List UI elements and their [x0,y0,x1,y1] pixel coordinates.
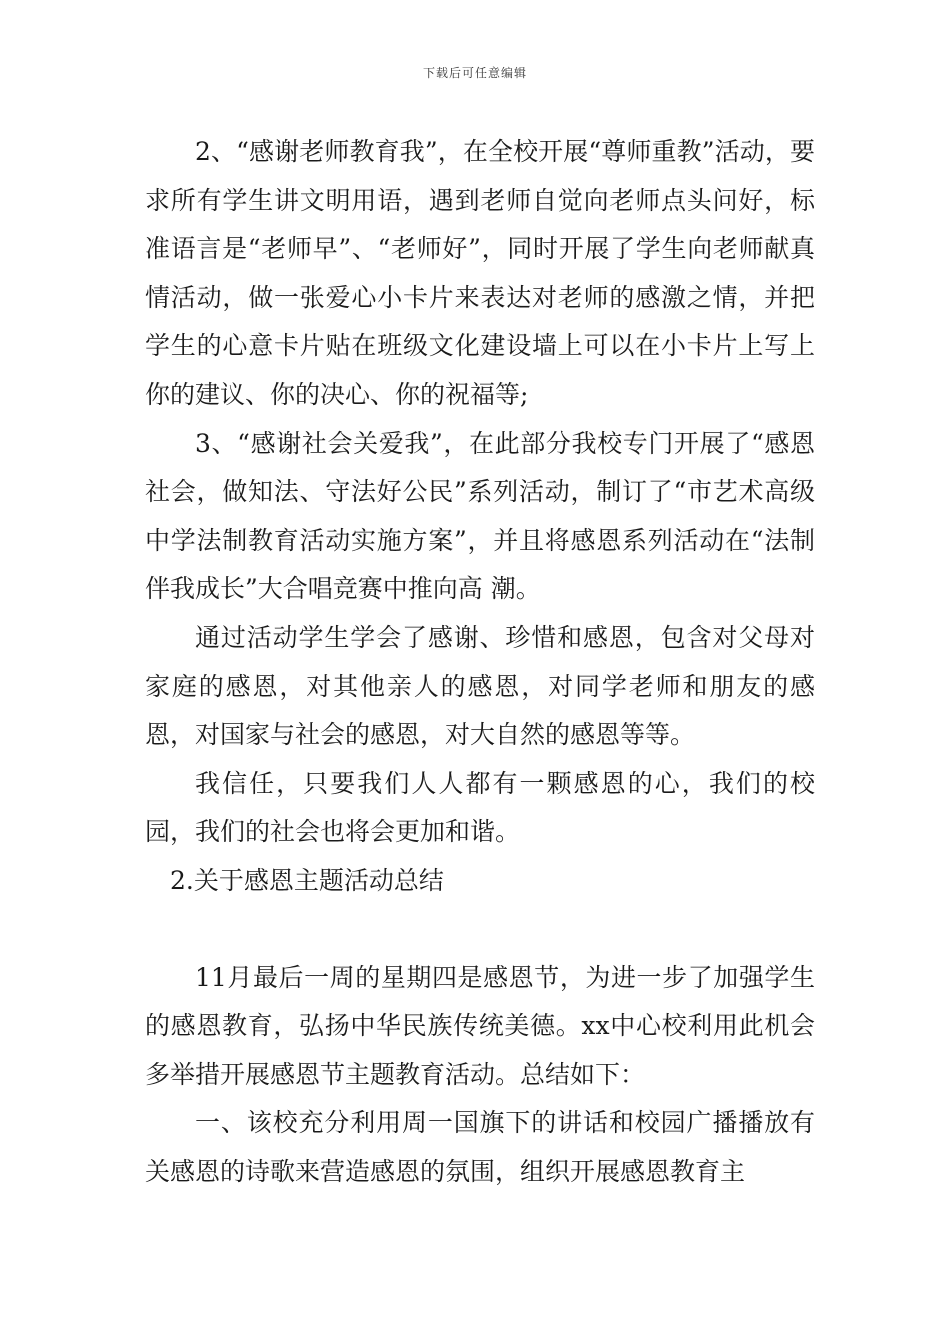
section-spacer [145,906,815,954]
paragraph-learned-gratitude: 通过活动学生学会了感谢、珍惜和感恩，包含对父母对家庭的感恩，对其他亲人的感恩，对同学老师和朋友的感恩，对国家与社会的感恩，对大自然的感恩等等。 [145,622,815,750]
document-body [145,128,815,1196]
paragraph-thank-society: 3、“感谢社会关爱我”，在此部分我校专门开展了“感恩社会，做知法、守法好公民”系列活动，制订了“市艺术高级中学法制教育活动实施方案”，并且将感恩系列活动在“法制伴我成长”大合唱竞赛中推向高 潮。 [145,428,815,604]
paragraph-harmonious-campus: 我信任，只要我们人人都有一颗感恩的心，我们的校园，我们的社会也将会更加和谐。 [145,768,815,847]
header-note: 下载后可任意编辑 [422,66,527,80]
section-title: 2.关于感恩主题活动总结 [170,865,444,895]
paragraph-thanksgiving-intro: 11月最后一周的星期四是感恩节，为进一步了加强学生的感恩教育，弘扬中华民族传统美德。xx中心校利用此机会多举措开展感恩节主题教育活动。总结如下： [145,962,815,1089]
paragraph-thank-teachers: 2、“感谢老师教育我”，在全校开展“尊师重教”活动，要求所有学生讲文明用语，遇到老师自觉向老师点头问好，标准语言是“老师早”、“老师好”，同时开展了学生向老师献真情活动，做一张爱心小卡片来表达对老师的感激之情，并把学生的心意卡片贴在班级文化建设墙上可以在小卡片上写上你的建议、你的决心、你的祝福等; [145,137,815,409]
paragraph-point-one: 一、该校充分利用周一国旗下的讲话和校园广播播放有关感恩的诗歌来营造感恩的氛围，组织开展感恩教育主 [145,1108,815,1186]
